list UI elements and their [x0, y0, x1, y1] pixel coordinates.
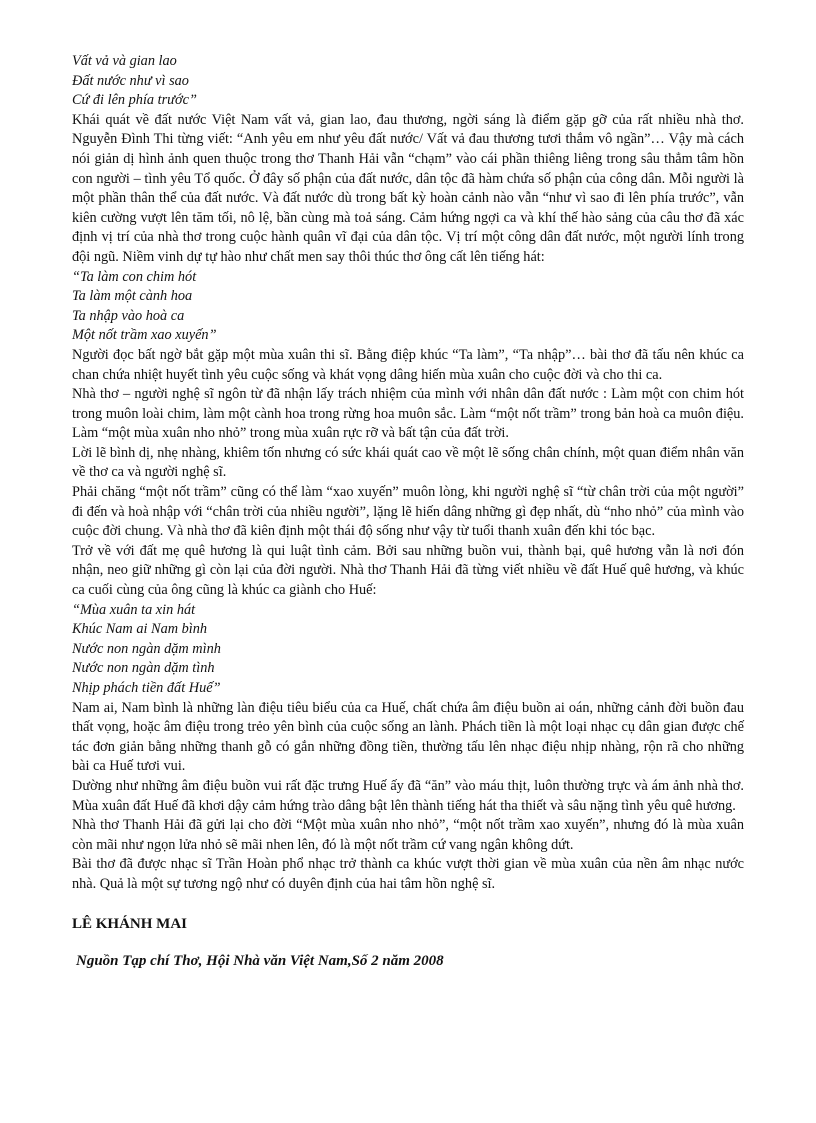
paragraph: Nhà thơ – người nghệ sĩ ngôn từ đã nhận lấy trách nhiệm của mình với nhân dân đất nước : Làm một con chim hót trong muôn loài chim, làm một cành hoa trong rừng hoa muôn sắc. Làm “một nốt trầm” trong bản hoà ca muôn điệu. Làm “một mùa xuân nho nhỏ” trong mùa xuân rực rỡ và bất tận của đất trời.	[72, 386, 744, 442]
verse-line: Nước non ngàn dặm tình	[72, 660, 215, 677]
verse-line: Ta nhập vào hoà ca	[72, 307, 185, 324]
paragraph: Nhà thơ Thanh Hải đã gửi lại cho đời “Một mùa xuân nho nhỏ”, “một nốt trầm xao xuyến”, nhưng đó là mùa xuân còn mãi như ngọn lửa nhỏ sẽ mãi nhen lên, đó là một nốt trầm cứ vang ngân không dứt.	[72, 817, 744, 853]
verse-line: Ta làm một cành hoa	[72, 288, 193, 305]
paragraph: Khái quát về đất nước Việt Nam vất vả, gian lao, đau thương, ngời sáng là điểm gặp gỡ của rất nhiều nhà thơ. Nguyễn Đình Thi từng viết: “Anh yêu em như yêu đất nước/ Vất vả đau thương tươi thắm vô ngần”… Vậy mà cách nói giản dị hình ảnh quen thuộc trong thơ Thanh Hải vẫn “chạm” vào cái phần thiêng liêng trong sâu thẳm tâm hồn con người – tình yêu Tổ quốc. Ở đây số phận của đất nước, dân tộc đã hàm chứa số phận của công dân. Mỗi người là một phần thân thể của đất nước. Và đất nước dù trong bất kỳ hoàn cảnh nào vẫn “như vì sao đi lên phía trước”, vẫn kiên cường vượt lên tăm tối, nô lệ, bần cùng mà toả sáng. Cảm hứng ngợi ca và khí thế hào sảng của câu thơ đã xác định vị trí của nhà thơ trong cuộc hành quân vĩ đại của dân tộc. Vị trí một công dân đất nước, một người lính trong đội ngũ. Niềm vinh dự tự hào như chất men say thôi thúc thơ ông cất lên tiếng hát:	[72, 111, 744, 265]
paragraph: Phải chăng “một nốt trầm” cũng có thể làm “xao xuyến” muôn lòng, khi người nghệ sĩ “từ chân trời của một người” đi đến và hoà nhập với “chân trời của nhiều người”, lặng lẽ hiến dâng những gì đẹp nhất, dù “nho nhỏ” của mình vào cuộc đời chung. Và nhà thơ đã kiên định một thái độ sống như vậy từ tuổi thanh xuân đến khi tóc bạc.	[72, 484, 744, 540]
verse-line: Vất vả và gian lao	[72, 53, 177, 69]
verse-line: Đất nước như vì sao	[72, 72, 189, 89]
source-citation: Nguồn Tạp chí Thơ, Hội Nhà văn Việt Nam,Số 2 năm 2008	[76, 953, 444, 970]
author-name: LÊ KHÁNH MAI	[72, 915, 188, 932]
verse-line: Cứ đi lên phía trước”	[72, 92, 197, 109]
paragraph: Trở về với đất mẹ quê hương là qui luật tình cảm. Bởi sau những buồn vui, thành bại, quê hương vẫn là nơi đón nhận, neo giữ những gì còn lại của đời người. Nhà thơ Thanh Hải đã từng viết nhiều về đất Huế quê hương, và khúc ca cuối cùng của ông cũng là khúc ca giành cho Huế:	[72, 542, 744, 599]
document-page	[72, 52, 744, 972]
verse-line: Nhịp phách tiền đất Huế”	[72, 680, 221, 696]
verse-line: Một nốt trầm xao xuyến”	[72, 327, 217, 344]
paragraph: Nam ai, Nam bình là những làn điệu tiêu biểu của ca Huế, chất chứa âm điệu buồn ai oán, những cảnh đời buồn đau thất vọng, hoặc âm điệu trong trẻo yên bình của cuộc sống an lành. Phách tiền là một loại nhạc cụ dân gian được chế tác đơn giản bằng những thanh gỗ có gắn những đồng tiền, thường tấu lên nhạc điệu nhịp nhàng, rộn rã cho những bài ca Huế tươi vui.	[72, 699, 744, 775]
paragraph: Dường như những âm điệu buồn vui rất đặc trưng Huế ấy đã “ăn” vào máu thịt, luôn thường trực và ám ảnh nhà thơ. Mùa xuân đất Huế đã khơi dậy cảm hứng trào dâng bật lên thành tiếng hát tha thiết và sâu nặng tình yêu quê hương.	[72, 777, 744, 814]
paragraph: Lời lẽ bình dị, nhẹ nhàng, khiêm tốn nhưng có sức khái quát cao về một lẽ sống chân chính, một quan điểm nhân văn về thơ ca và người nghệ sĩ.	[72, 444, 744, 481]
paragraph: Người đọc bất ngờ bắt gặp một mùa xuân thi sĩ. Bằng điệp khúc “Ta làm”, “Ta nhập”… bài thơ đã tấu nên khúc ca chan chứa nhiệt huyết tình yêu cuộc sống và khát vọng dâng hiến mùa xuân cho cuộc đời và cho thi ca.	[72, 346, 744, 383]
verse-line: “Ta làm con chim hót	[72, 268, 197, 285]
verse-line: “Mùa xuân ta xin hát	[72, 601, 196, 618]
paragraph: Bài thơ đã được nhạc sĩ Trần Hoàn phổ nhạc trở thành ca khúc vượt thời gian về mùa xuân của nền âm nhạc nước nhà. Quả là một sự tương ngộ như có duyên định của hai tâm hồn nghệ sĩ.	[72, 856, 744, 892]
verse-line: Khúc Nam ai Nam bình	[72, 621, 208, 638]
verse-line: Nước non ngàn dặm mình	[72, 640, 221, 657]
